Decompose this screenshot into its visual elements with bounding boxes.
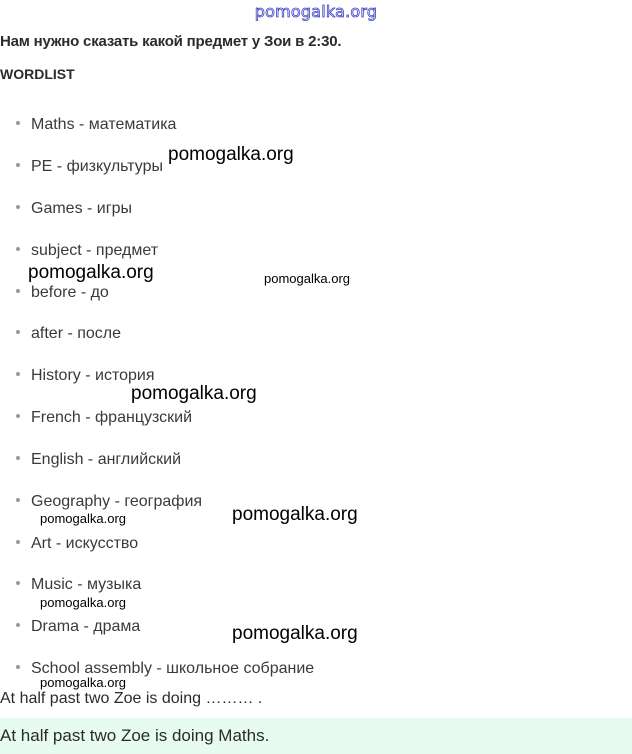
list-item [16,325,121,343]
word-text: English - английский [31,451,181,468]
bullet-icon [16,205,20,209]
bullet-icon [16,498,20,502]
word-text: Geography - география [31,493,203,510]
exercise-prompt: At half past two Zoe is doing ……… . [0,690,263,707]
list-item [16,200,132,218]
watermark: pomogalka.org [40,595,126,610]
bullet-icon [16,163,20,167]
answer-text: At half past two Zoe is doing Maths. [0,726,270,745]
word-text: Music - музыка [31,576,142,593]
bullet-icon [16,289,20,293]
watermark: pomogalka.org [131,383,257,404]
header-watermark: pomogalka.org [254,2,378,21]
list-item [16,409,192,427]
wordlist-title: WORDLIST [0,66,75,82]
question-text: Нам нужно сказать какой предмет у Зои в 2:30. [0,33,342,50]
bullet-icon [16,330,20,334]
bullet-icon [16,414,20,418]
bullet-icon [16,247,20,251]
list-item [16,618,140,636]
list-item [16,535,138,553]
watermark: pomogalka.org [40,675,126,690]
bullet-icon [16,581,20,585]
list-item [16,284,109,302]
word-text: Games - игры [31,200,132,217]
word-text: before - до [31,284,109,301]
word-text: History - история [31,367,155,384]
watermark: pomogalka.org [40,511,126,526]
bullet-icon [16,121,20,125]
word-text: PE - физкультуры [31,158,163,175]
answer-box [0,718,632,754]
bullet-icon [16,456,20,460]
list-item [16,158,163,176]
word-text: Drama - драма [31,618,141,635]
watermark: pomogalka.org [232,623,358,644]
bullet-icon [16,623,20,627]
word-text: after - после [31,325,122,342]
list-item [16,242,158,260]
watermark: pomogalka.org [168,144,294,165]
watermark: pomogalka.org [232,504,358,525]
watermark: pomogalka.org [28,262,154,283]
list-item [16,451,181,469]
word-text: French - французский [31,409,193,426]
word-text: School assembly - школьное собрание [31,660,315,677]
bullet-icon [16,665,20,669]
word-text: Art - искусство [31,535,139,552]
bullet-icon [16,540,20,544]
list-item [16,576,141,594]
bullet-icon [16,372,20,376]
list-item [16,493,202,511]
watermark: pomogalka.org [264,271,350,286]
word-text: subject - предмет [31,242,159,259]
list-item [16,116,176,134]
word-text: Maths - математика [31,116,177,133]
